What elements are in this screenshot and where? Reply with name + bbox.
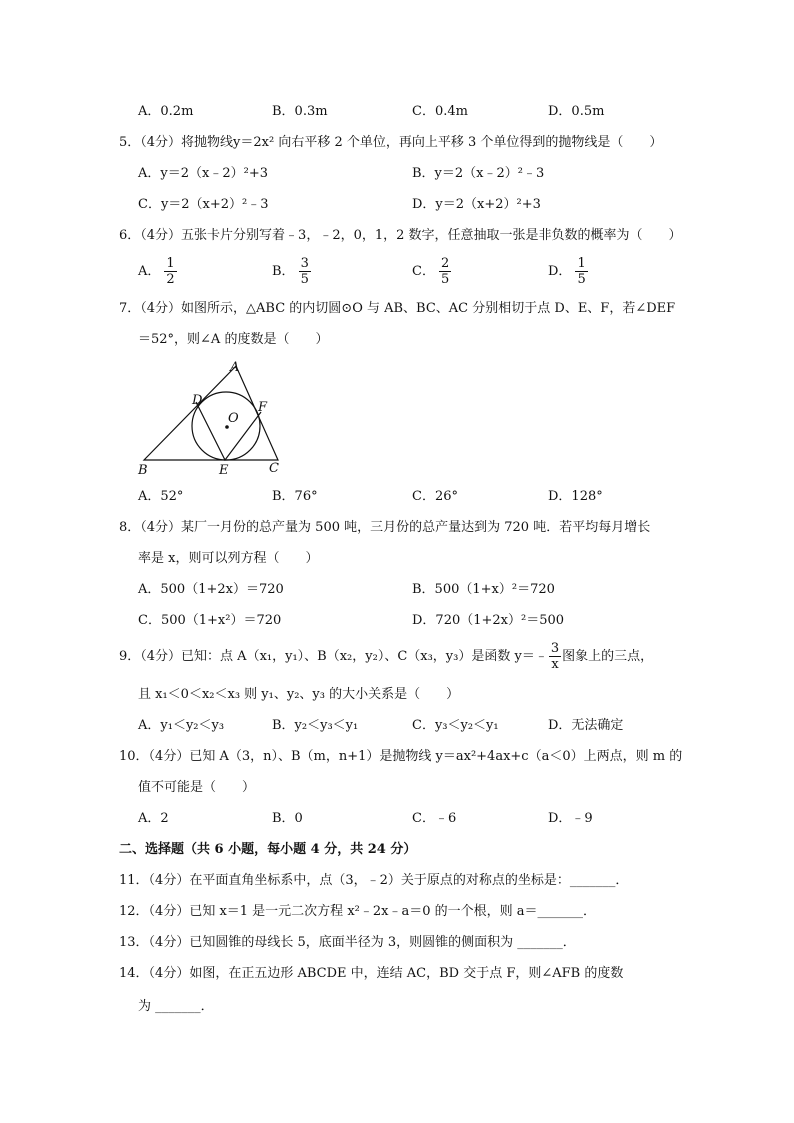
q13-stem: 13．（4分）已知圆锥的母线长 5，底面半径为 3，则圆锥的侧面积为 _______．	[119, 935, 576, 950]
q7-option-d: D．128°	[548, 489, 603, 504]
q7-option-c: C．26°	[412, 489, 458, 504]
q6-a-denominator: 2	[166, 272, 175, 287]
label-f: F	[258, 400, 268, 415]
q10-options	[0, 810, 794, 834]
q10-option-d: D．﹣9	[548, 811, 593, 826]
q10-option-b: B．0	[272, 811, 303, 826]
q6-stem: 6．（4分）五张卡片分别写着﹣3，﹣2，0，1，2 数字，任意抽取一张是非负数的概率为（ ）	[119, 228, 682, 243]
q8-option-a: A．500（1+2x）＝720	[138, 582, 284, 597]
q7-incircle-triangle-figure	[136, 358, 286, 476]
q6-option-c-fraction	[439, 256, 451, 287]
label-o: O	[228, 411, 239, 426]
q8-option-b: B．500（1+x）²＝720	[412, 582, 555, 597]
q9-stem-line2: 且 x₁＜0＜x₂＜x₃ 则 y₁、y₂、y₃ 的大小关系是（ ）	[138, 687, 460, 702]
q5-options-row1	[0, 165, 794, 189]
q9-stem-line1	[119, 640, 653, 674]
q8-option-c: C．500（1+x²）＝720	[138, 613, 282, 628]
q10-option-c: C．﹣6	[412, 811, 457, 826]
q5-option-a: A．y＝2（x﹣2）²+3	[138, 166, 268, 181]
q8-stem-line2: 率是 x，则可以列方程（ ）	[138, 551, 319, 566]
label-e: E	[219, 463, 229, 476]
q14-stem-line2: 为 _______．	[138, 999, 214, 1014]
q4-option-a: A．0.2m	[138, 104, 194, 119]
q9-option-c: C．y₃＜y₂＜y₁	[412, 718, 499, 733]
q6-option-b-fraction	[299, 256, 311, 287]
q10-option-a: A．2	[138, 811, 169, 826]
q7-option-b: B．76°	[272, 489, 318, 504]
q7-options	[0, 488, 794, 512]
q6-d-numerator: 1	[577, 256, 586, 271]
q6-c-numerator: 2	[440, 256, 450, 271]
q9-option-b: B．y₂＜y₃＜y₁	[272, 718, 359, 733]
q7-figure-svg	[136, 358, 286, 476]
q6-b-denominator: 5	[300, 272, 309, 287]
q5-stem: 5．（4分）将抛物线y＝2x² 向右平移 2 个单位，再向上平移 3 个单位得到的抛物线是（ ）	[119, 135, 663, 150]
label-c: C	[269, 461, 279, 476]
q9-stem-pre: 9．（4分）已知：点 A（x₁，y₁）、B（x₂，y₂）、C（x₃，y₃）是函数 y＝﹣	[119, 649, 548, 664]
label-a: A	[230, 360, 240, 375]
q10-stem-line2: 值不可能是（ ）	[138, 780, 256, 795]
q6-a-numerator: 1	[166, 256, 175, 271]
q9-fraction-denominator: x	[551, 657, 559, 672]
q4-option-c: C．0.4m	[412, 104, 468, 119]
q4-option-d: D．0.5m	[548, 104, 605, 119]
q6-options	[0, 256, 794, 292]
q6-option-a-fraction	[164, 256, 176, 287]
q10-stem-line1: 10．（4分）已知 A（3，n）、B（m，n+1）是抛物线 y＝ax²+4ax+c（a＜0）上两点，则 m 的	[119, 749, 683, 764]
q6-c-denominator: 5	[440, 272, 450, 287]
q9-stem-post: 图象上的三点，	[562, 649, 654, 664]
q8-options-row2	[0, 612, 794, 636]
q7-option-a: A．52°	[138, 489, 184, 504]
section-2-heading: 二、选择题（共 6 小题，每小题 4 分，共 24 分）	[119, 842, 417, 857]
q6-option-d-fraction	[575, 256, 587, 287]
q7-stem-line2: ＝52°，则∠A 的度数是（ ）	[138, 332, 329, 347]
q5-option-c: C．y＝2（x+2）²﹣3	[138, 197, 269, 212]
q8-option-d: D．720（1+2x）²＝500	[412, 613, 565, 628]
q6-option-c	[412, 256, 451, 287]
q9-fraction	[549, 641, 561, 672]
q6-option-d-label: D．	[548, 264, 572, 279]
q6-option-c-label: C．	[412, 264, 435, 279]
q6-b-numerator: 3	[300, 256, 309, 271]
q8-options-row1	[0, 581, 794, 605]
q12-stem: 12．（4分）已知 x＝1 是一元二次方程 x²﹣2x﹣a＝0 的一个根，则 a＝_______．	[119, 904, 596, 919]
q6-option-a-label: A．	[138, 264, 161, 279]
q7-stem-line1: 7．（4分）如图所示，△ABC 的内切圆⊙O 与 AB、BC、AC 分别相切于点 D、E、F，若∠DEF	[119, 301, 676, 316]
q14-stem-line1: 14．（4分）如图，在正五边形 ABCDE 中，连结 AC，BD 交于点 F，则∠AFB 的度数	[119, 966, 624, 981]
q9-fraction-numerator: 3	[550, 641, 560, 656]
q9-option-a: A．y₁＜y₂＜y₃	[138, 718, 225, 733]
q6-option-a	[138, 256, 177, 287]
label-d: D	[192, 393, 203, 408]
q5-option-b: B．y＝2（x﹣2）²﹣3	[412, 166, 545, 181]
q4-options	[0, 103, 794, 127]
q8-stem-line1: 8．（4分）某厂一月份的总产量为 500 吨，三月份的总产量达到为 720 吨．若平均每月增长	[119, 520, 651, 535]
q6-option-b	[272, 256, 311, 287]
label-b: B	[138, 463, 148, 476]
q4-option-b: B．0.3m	[272, 104, 328, 119]
q5-option-d: D．y＝2（x+2）²+3	[412, 197, 541, 212]
q11-stem: 11．（4分）在平面直角坐标系中，点（3，﹣2）关于原点的对称点的坐标是：_______．	[119, 873, 629, 888]
q9-options	[0, 717, 794, 741]
q6-option-b-label: B．	[272, 264, 295, 279]
q6-d-denominator: 5	[577, 272, 586, 287]
q9-option-d: D．无法确定	[548, 718, 624, 733]
q6-option-d	[548, 256, 588, 287]
q5-options-row2	[0, 196, 794, 220]
